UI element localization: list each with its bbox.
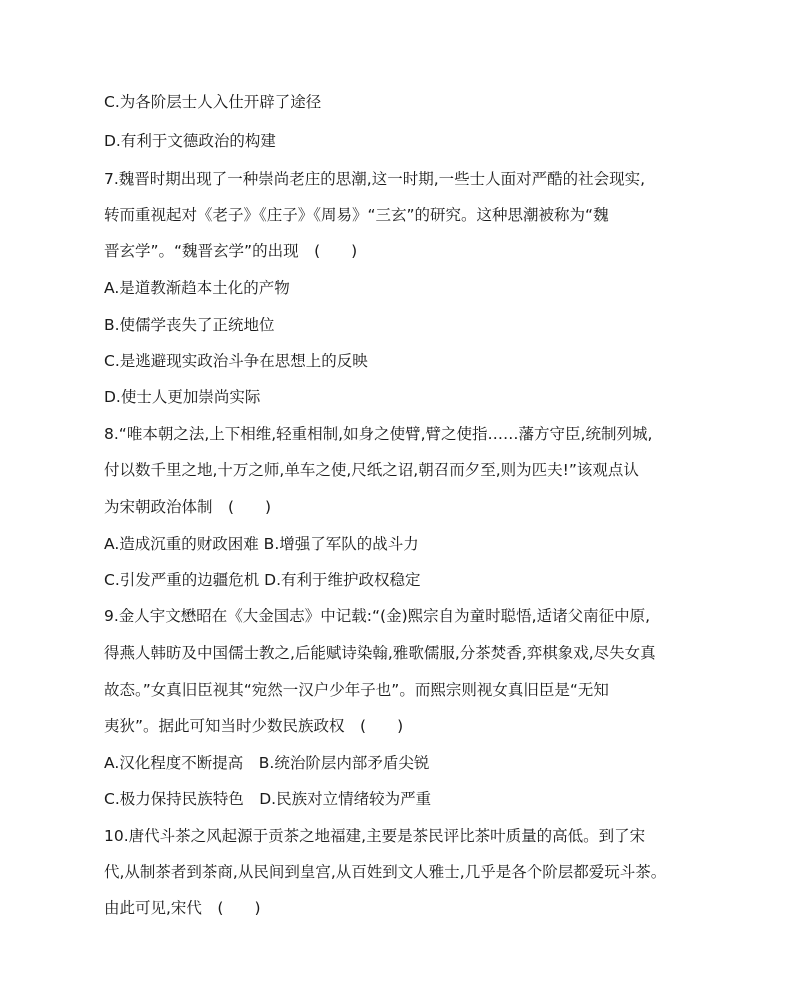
option-c-q6: C.为各阶层士人入仕开辟了途径 <box>104 93 322 111</box>
options-cd-q8: C.引发严重的边疆危机 D.有利于维护政权稳定 <box>104 571 421 589</box>
question-7-line-1: 7.魏晋时期出现了一种崇尚老庄的思潮,这一时期,一些士人面对严酷的社会现实, <box>104 170 646 188</box>
option-c-q7: C.是逃避现实政治斗争在思想上的反映 <box>104 352 368 370</box>
question-7-line-3: 晋玄学”。“魏晋玄学”的出现 ( ) <box>104 242 358 260</box>
option-d-q6: D.有利于文德政治的构建 <box>104 132 276 150</box>
question-10-line-3: 由此可见,宋代 ( ) <box>104 899 261 917</box>
question-8-line-3: 为宋朝政治体制 ( ) <box>104 498 272 516</box>
question-10-line-2: 代,从制茶者到茶商,从民间到皇宫,从百姓到文人雅士,几乎是各个阶层都爱玩斗茶。 <box>104 863 667 881</box>
options-ab-q8: A.造成沉重的财政困难 B.增强了军队的战斗力 <box>104 535 419 553</box>
option-d-q7: D.使士人更加崇尚实际 <box>104 388 261 406</box>
question-8-line-2: 付以数千里之地,十万之师,单车之使,尺纸之诏,朝召而夕至,则为匹夫!”该观点认 <box>104 461 639 479</box>
question-9-line-2: 得燕人韩昉及中国儒士教之,后能赋诗染翰,雅歌儒服,分茶焚香,弈棋象戏,尽失女真 <box>104 644 656 662</box>
question-10-line-1: 10.唐代斗茶之风起源于贡茶之地福建,主要是茶民评比茶叶质量的高低。到了宋 <box>104 827 646 845</box>
question-9-line-1: 9.金人宇文懋昭在《大金国志》中记载:“(金)熙宗自为童时聪悟,适诸父南征中原, <box>104 607 650 625</box>
options-cd-q9: C.极力保持民族特色 D.民族对立情绪较为严重 <box>104 790 432 808</box>
question-9-line-4: 夷狄”。据此可知当时少数民族政权 ( ) <box>104 717 404 735</box>
option-a-q7: A.是道教渐趋本土化的产物 <box>104 279 290 297</box>
question-7-line-2: 转而重视起对《老子》《庄子》《周易》“三玄”的研究。这种思潮被称为“魏 <box>104 206 609 224</box>
option-b-q7: B.使儒学丧失了正统地位 <box>104 316 275 334</box>
options-ab-q9: A.汉化程度不断提高 B.统治阶层内部矛盾尖锐 <box>104 754 430 772</box>
question-8-line-1: 8.“唯本朝之法,上下相维,轻重相制,如身之使臂,臂之使指……藩方守臣,统制列城, <box>104 425 653 443</box>
question-9-line-3: 故态。”女真旧臣视其“宛然一汉户少年子也”。而熙宗则视女真旧臣是“无知 <box>104 681 609 699</box>
